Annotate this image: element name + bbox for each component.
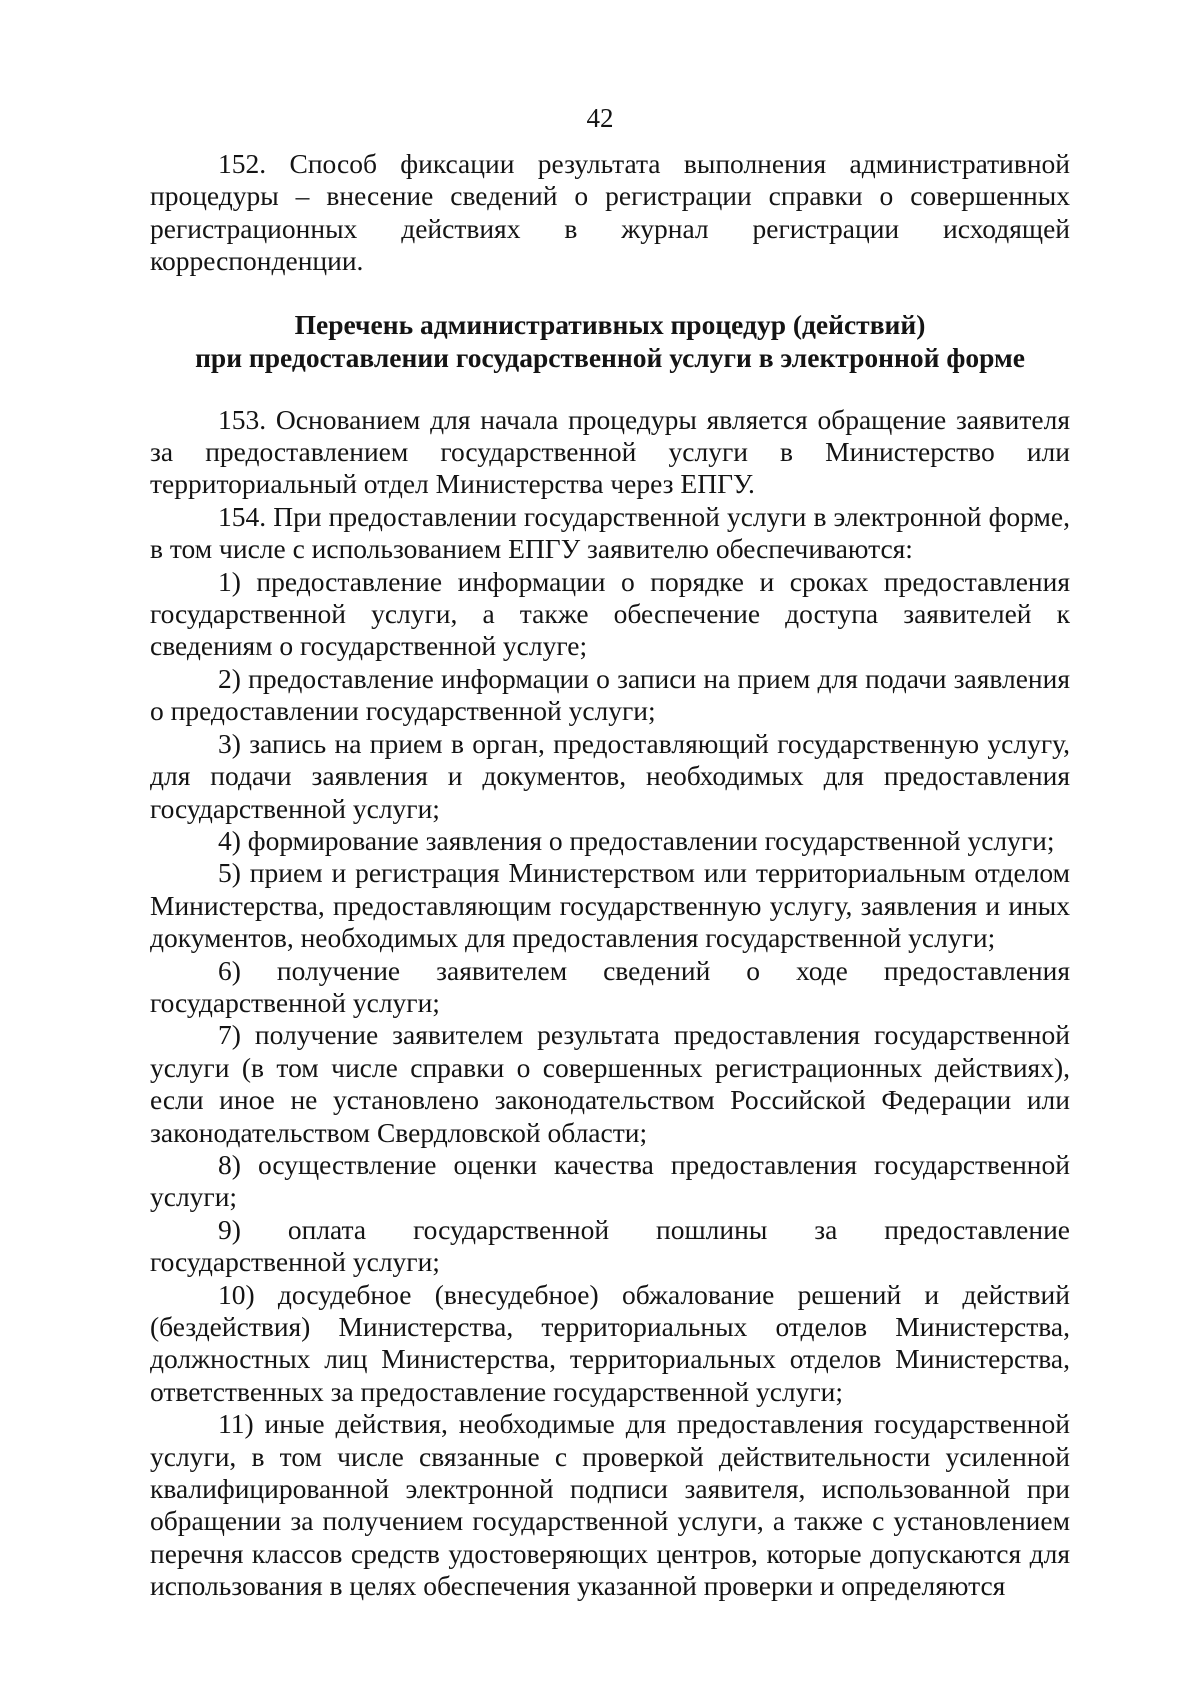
document-body [150,148,1070,1603]
list-item: 9) оплата государственной пошлины за предоставление государственной услуги; [150,1213,1070,1278]
list-item: 3) запись на прием в орган, предоставляющий государственную услугу, для подачи заявления и документов, необходимых для предоставления государственной услуги; [150,727,1070,824]
section-heading [150,308,1070,374]
list-item: 6) получение заявителем сведений о ходе предоставления государственной услуги; [150,954,1070,1018]
list-item: 8) осуществление оценки качества предоставления государственной услуги; [150,1148,1070,1213]
section-heading-line-1: Перечень административных процедур (действий) [294,308,926,340]
paragraph-153: 153. Основанием для начала процедуры является обращение заявителя за предоставлением государственной услуги в Министерство или территориальный отдел Министерства через ЕПГУ. [150,403,1070,500]
page-number: 42 [586,103,614,133]
list-item: 1) предоставление информации о порядке и сроках предоставления государственной услуги, а также обеспечение доступа заявителей к сведениям о государственной услуге; [150,565,1070,662]
list-item: 11) иные действия, необходимые для предоставления государственной услуги, в том числе связанные с проверкой действительности усиленной квалифицированной электронной подписи заявителя, использованной при обращении за получением государственной услуги, а также с установлением перечня классов средств удостоверяющих центров, которые допускаются для использования в целях обеспечения указанной проверки и определяются [150,1408,1070,1602]
paragraph-152: 152. Способ фиксации результата выполнения административной процедуры – внесение сведений о регистрации справки о совершенных регистрационных действиях в журнал регистрации исходящей корреспонденции. [150,148,1070,277]
section-heading-line-2: при предоставлении государственной услуги в электронной форме [195,341,1025,373]
list-item: 4) формирование заявления о предоставлении государственной услуги; [218,824,1055,856]
paragraph-154: 154. При предоставлении государственной услуги в электронной форме, в том числе с использованием ЕПГУ заявителю обеспечиваются: [150,500,1070,565]
services-list [150,566,1070,1603]
list-item: 2) предоставление информации о записи на прием для подачи заявления о предоставлении государственной услуги; [150,662,1070,727]
list-item: 10) досудебное (внесудебное) обжалование решений и действий (бездействия) Министерства, территориальных отделов Министерства, должностных лиц Министерства, территориальных отделов Министерства, ответственных за предоставление государственной услуги; [150,1278,1070,1407]
list-item: 5) прием и регистрация Министерством или территориальным отделом Министерства, предоставляющим государственную услугу, заявления и иных документов, необходимых для предоставления государственной услуги; [150,857,1070,954]
list-item: 7) получение заявителем результата предоставления государственной услуги (в том числе справки о совершенных регистрационных действиях), если иное не установлено законодательством Российской Федерации или законодательством Свердловской области; [150,1019,1070,1148]
